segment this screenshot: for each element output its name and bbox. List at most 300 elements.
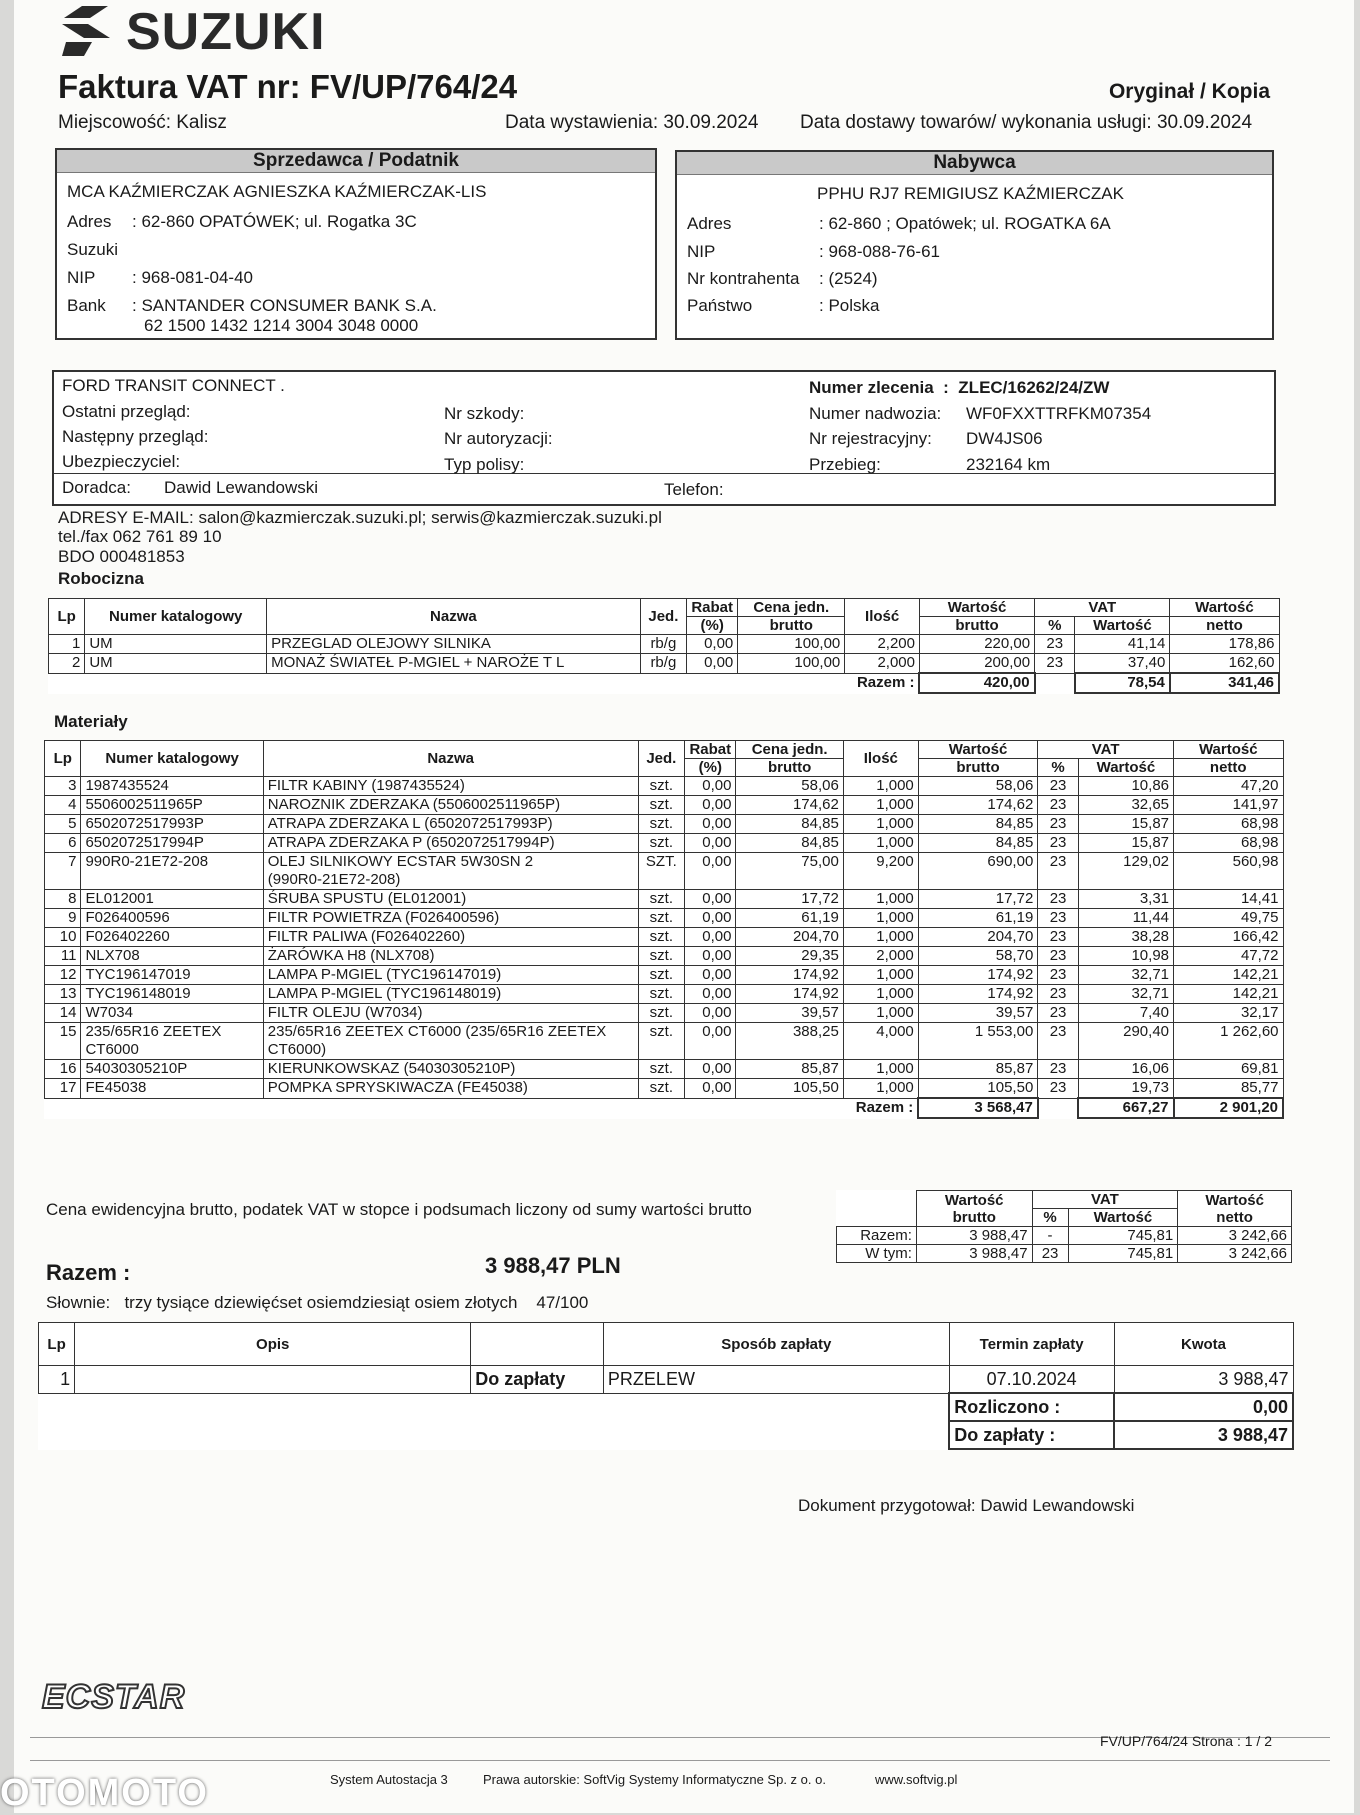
- materials-lp: 15: [45, 1023, 81, 1060]
- materials-lp: 13: [45, 985, 81, 1004]
- materials-row: [45, 1023, 1284, 1060]
- summary-total: 3 988,47 PLN: [485, 1253, 621, 1278]
- materials-price: 17,72: [736, 890, 843, 909]
- vat-summary-pct: -: [1032, 1227, 1068, 1245]
- materials-qty: 1,000: [843, 777, 918, 796]
- vat-summary-gross: 3 988,47: [916, 1227, 1032, 1245]
- payment-table: [38, 1322, 1294, 1450]
- labor-gross: 200,00: [919, 654, 1034, 674]
- seller-box: Sprzedawca / Podatnik MCA KAŹMIERCZAK AGNIESZKA KAŹMIERCZAK-LIS Adres : 62-860 OPATÓWEK; ul. Rogatka 3C Suzuki NIP : 968-081-04-40 Bank : SANTANDER CONSUMER BANK S.A. 62 1500 1432 1214 3004 3048 0000: [55, 148, 657, 340]
- contact-emails: ADRESY E-MAIL: salon@kazmierczak.suzuki.pl; serwis@kazmierczak.suzuki.pl: [58, 508, 662, 527]
- materials-unit: szt.: [638, 966, 685, 985]
- materials-net: 68,98: [1174, 834, 1283, 853]
- logo-text: SUZUKI: [126, 3, 326, 61]
- materials-name: 235/65R16 ZEETEX CT6000 (235/65R16 ZEETEX CT6000): [263, 1023, 638, 1060]
- materials-gross: 174,92: [918, 966, 1038, 985]
- materials-net: 47,20: [1174, 777, 1283, 796]
- auth-no: Nr autoryzacji:: [444, 429, 553, 448]
- materials-disc: 0,00: [685, 1004, 736, 1023]
- materials-unit: szt.: [638, 985, 685, 1004]
- materials-price: 84,85: [736, 815, 843, 834]
- seller-name: MCA KAŹMIERCZAK AGNIESZKA KAŹMIERCZAK-LIS: [67, 182, 487, 201]
- materials-unit: szt.: [638, 1004, 685, 1023]
- materials-name: FILTR KABINY (1987435524): [263, 777, 638, 796]
- sum-h-vat: VAT: [1032, 1191, 1178, 1209]
- labor-row: [49, 654, 1280, 674]
- order-label: Numer zlecenia: [809, 378, 934, 397]
- col-vat: VAT: [1038, 741, 1174, 759]
- sum-h-pct: %: [1032, 1209, 1068, 1227]
- col-name: Nazwa: [263, 741, 638, 777]
- footer-url: www.softvig.pl: [875, 1772, 958, 1787]
- materials-row: [45, 853, 1284, 890]
- materials-vat: 129,02: [1078, 853, 1173, 890]
- labor-vat: 41,14: [1075, 635, 1170, 654]
- settled: 0,00: [1114, 1393, 1293, 1421]
- labor-price: 100,00: [738, 654, 845, 674]
- page-number: FV/UP/764/24 Strona : 1 / 2: [1100, 1733, 1272, 1749]
- materials-name: LAMPA P-MGIEL (TYC196147019): [263, 966, 638, 985]
- mileage: 232164 km: [966, 455, 1051, 474]
- vat-summary-row: [837, 1245, 1292, 1263]
- col-discount: Rabat: [685, 741, 736, 759]
- suzuki-s-logo-icon: [58, 6, 114, 58]
- col-net2: netto: [1174, 759, 1283, 777]
- materials-disc: 0,00: [685, 966, 736, 985]
- materials-pct: 23: [1038, 1060, 1079, 1079]
- materials-vat: 32,65: [1078, 796, 1173, 815]
- col-gross: Wartość: [919, 599, 1034, 617]
- materials-lp: 9: [45, 909, 81, 928]
- materials-unit: szt.: [638, 947, 685, 966]
- col-cat: Numer katalogowy: [85, 599, 267, 635]
- materials-qty: 4,000: [843, 1023, 918, 1060]
- materials-disc: 0,00: [685, 1079, 736, 1099]
- materials-row: [45, 777, 1284, 796]
- materials-pct: 23: [1038, 1023, 1079, 1060]
- col-discount: Rabat: [687, 599, 738, 617]
- labor-disc: 0,00: [687, 635, 738, 654]
- materials-heading: Materiały: [54, 712, 128, 731]
- vat-summary-net: 3 242,66: [1178, 1227, 1292, 1245]
- vat-summary-label: W tym:: [837, 1245, 917, 1263]
- materials-name: ATRAPA ZDERZAKA L (6502072517993P): [263, 815, 638, 834]
- materials-vat: 290,40: [1078, 1023, 1173, 1060]
- vat-summary-table: [836, 1190, 1292, 1263]
- materials-lp: 16: [45, 1060, 81, 1079]
- materials-cat: TYC196148019: [81, 985, 263, 1004]
- materials-pct: 23: [1038, 909, 1079, 928]
- materials-disc: 0,00: [685, 985, 736, 1004]
- vehicle-box: FORD TRANSIT CONNECT . Ostatni przegląd: Następny przegląd: Ubezpieczyciel: Doradca: Dawid Lewandowski Nr szkody: Nr autoryzacji: Typ polisy: Telefon: Numer zlecenia : ZLEC/16262/24/ZW Numer nadwozia: WF0FXXTTRFKM07354 Nr rejestracyjny: DW4JS06 Przebieg: 232164 km: [52, 370, 1276, 506]
- materials-disc: 0,00: [685, 1060, 736, 1079]
- materials-row: [45, 834, 1284, 853]
- materials-vat: 10,86: [1078, 777, 1173, 796]
- vin: WF0FXXTTRFKM07354: [966, 404, 1152, 423]
- last-inspection: Ostatni przegląd:: [62, 402, 191, 421]
- delivery-date: Data dostawy towarów/ wykonania usługi: 30.09.2024: [800, 112, 1253, 133]
- seller-heading: Sprzedawca / Podatnik: [57, 150, 655, 173]
- materials-lp: 17: [45, 1079, 81, 1099]
- col-net: Wartość: [1174, 741, 1283, 759]
- col-name: Nazwa: [267, 599, 641, 635]
- materials-unit: szt.: [638, 834, 685, 853]
- col-cat: Numer katalogowy: [81, 741, 263, 777]
- materials-pct: 23: [1038, 777, 1079, 796]
- materials-disc: 0,00: [685, 777, 736, 796]
- materials-net: 32,17: [1174, 1004, 1283, 1023]
- materials-pct: 23: [1038, 928, 1079, 947]
- labor-name: MONAŻ ŚWIATEŁ P-MGIEL + NAROŻE T L: [267, 654, 641, 674]
- materials-lp: 8: [45, 890, 81, 909]
- materials-row: [45, 947, 1284, 966]
- contact-bdo: BDO 000481853: [58, 547, 185, 566]
- buyer-country-label: Państwo: [687, 296, 753, 315]
- col-gross2: brutto: [919, 617, 1034, 635]
- col-discount-pct: (%): [685, 759, 736, 777]
- contact-phone: tel./fax 062 761 89 10: [58, 527, 222, 546]
- materials-price: 58,06: [736, 777, 843, 796]
- materials-net: 14,41: [1174, 890, 1283, 909]
- materials-row: [45, 1079, 1284, 1099]
- materials-qty: 1,000: [843, 985, 918, 1004]
- materials-total-vat: 667,27: [1078, 1098, 1173, 1118]
- materials-unit: szt.: [638, 815, 685, 834]
- materials-gross: 204,70: [918, 928, 1038, 947]
- buyer-contractor-label: Nr kontrahenta: [687, 269, 800, 288]
- materials-cat: NLX708: [81, 947, 263, 966]
- materials-pct: 23: [1038, 947, 1079, 966]
- materials-pct: 23: [1038, 853, 1079, 890]
- labor-name: PRZEGLAD OLEJOWY SILNIKA: [267, 635, 641, 654]
- materials-qty: 1,000: [843, 1004, 918, 1023]
- fraction: 47/100: [536, 1293, 589, 1312]
- materials-qty: 1,000: [843, 909, 918, 928]
- labor-disc: 0,00: [687, 654, 738, 674]
- materials-gross: 39,57: [918, 1004, 1038, 1023]
- materials-net: 85,77: [1174, 1079, 1283, 1099]
- pay-h-due: Termin zapłaty: [949, 1323, 1114, 1366]
- words-label: Słownie:: [46, 1293, 111, 1312]
- col-vat-val: Wartość: [1075, 617, 1170, 635]
- materials-qty: 1,000: [843, 890, 918, 909]
- advisor: Dawid Lewandowski: [164, 478, 319, 497]
- materials-cat: F026402260: [81, 928, 263, 947]
- labor-vat: 37,40: [1075, 654, 1170, 674]
- labor-lp: 1: [49, 635, 85, 654]
- materials-lp: 3: [45, 777, 81, 796]
- vin-label: Numer nadwozia:: [809, 404, 942, 423]
- materials-price: 84,85: [736, 834, 843, 853]
- pay-h-lp: Lp: [39, 1323, 75, 1366]
- materials-net: 142,21: [1174, 985, 1283, 1004]
- materials-cat: W7034: [81, 1004, 263, 1023]
- materials-name: KIERUNKOWSKAZ (54030305210P): [263, 1060, 638, 1079]
- materials-row: [45, 796, 1284, 815]
- sum-h-gross: Wartość: [944, 1191, 1004, 1209]
- materials-lp: 7: [45, 853, 81, 890]
- otomoto-watermark: OTOMOTO: [0, 1772, 209, 1814]
- materials-gross: 174,92: [918, 985, 1038, 1004]
- materials-vat: 32,71: [1078, 985, 1173, 1004]
- materials-unit: SZT.: [638, 853, 685, 890]
- materials-vat: 15,87: [1078, 815, 1173, 834]
- materials-gross: 84,85: [918, 815, 1038, 834]
- prepared-by: Dokument przygotował: Dawid Lewandowski: [798, 1496, 1135, 1515]
- phone-label: Telefon:: [664, 480, 724, 499]
- pay-to-pay-label: Do zapłaty: [471, 1366, 604, 1394]
- materials-price: 29,35: [736, 947, 843, 966]
- col-qty: Ilość: [843, 741, 918, 777]
- materials-price: 388,25: [736, 1023, 843, 1060]
- labor-total-vat: 78,54: [1075, 673, 1170, 693]
- materials-gross: 58,70: [918, 947, 1038, 966]
- buyer-nip: 968-088-76-61: [828, 242, 940, 261]
- materials-net: 1 262,60: [1174, 1023, 1283, 1060]
- labor-price: 100,00: [738, 635, 845, 654]
- materials-net: 68,98: [1174, 815, 1283, 834]
- vat-summary-net: 3 242,66: [1178, 1245, 1292, 1263]
- materials-vat: 3,31: [1078, 890, 1173, 909]
- labor-net: 178,86: [1170, 635, 1279, 654]
- col-unit: Jed.: [638, 741, 685, 777]
- col-pct: %: [1035, 617, 1075, 635]
- labor-cat: UM: [85, 654, 267, 674]
- materials-disc: 0,00: [685, 928, 736, 947]
- seller-account: 62 1500 1432 1214 3004 3048 0000: [144, 316, 419, 335]
- materials-net: 141,97: [1174, 796, 1283, 815]
- materials-name: POMPKA SPRYSKIWACZA (FE45038): [263, 1079, 638, 1099]
- materials-name: OLEJ SILNIKOWY ECSTAR 5W30SN 2 (990R0-21E72-208): [263, 853, 638, 890]
- sum-h-vat-val: Wartość: [1068, 1209, 1178, 1227]
- materials-net: 47,72: [1174, 947, 1283, 966]
- materials-price: 174,92: [736, 985, 843, 1004]
- materials-price: 61,19: [736, 909, 843, 928]
- materials-name: ŻARÓWKA H8 (NLX708): [263, 947, 638, 966]
- materials-cat: F026400596: [81, 909, 263, 928]
- labor-qty: 2,200: [845, 635, 920, 654]
- materials-net: 49,75: [1174, 909, 1283, 928]
- materials-lp: 6: [45, 834, 81, 853]
- materials-disc: 0,00: [685, 1023, 736, 1060]
- vat-summary-vat: 745,81: [1068, 1245, 1178, 1263]
- materials-price: 75,00: [736, 853, 843, 890]
- col-price: Cena jedn.: [736, 741, 843, 759]
- issue-date: Data wystawienia: 30.09.2024: [505, 112, 759, 133]
- materials-total-gross: 3 568,47: [918, 1098, 1038, 1118]
- seller-nip: 968-081-04-40: [141, 268, 253, 287]
- seller-brand: Suzuki: [67, 240, 119, 259]
- damage-no: Nr szkody:: [444, 404, 525, 423]
- sum-h-net: Wartość: [1205, 1191, 1264, 1209]
- materials-gross: 17,72: [918, 890, 1038, 909]
- materials-disc: 0,00: [685, 947, 736, 966]
- materials-disc: 0,00: [685, 815, 736, 834]
- materials-price: 105,50: [736, 1079, 843, 1099]
- materials-name: ŚRUBA SPUSTU (EL012001): [263, 890, 638, 909]
- materials-pct: 23: [1038, 985, 1079, 1004]
- pay-h-desc: Opis: [75, 1323, 471, 1366]
- materials-cat: 6502072517993P: [81, 815, 263, 834]
- materials-disc: 0,00: [685, 853, 736, 890]
- seller-nip-label: NIP: [67, 268, 96, 287]
- materials-unit: szt.: [638, 909, 685, 928]
- materials-lp: 14: [45, 1004, 81, 1023]
- pay-lp: 1: [39, 1366, 75, 1394]
- seller-address-label: Adres: [67, 212, 112, 231]
- pay-method: PRZELEW: [603, 1366, 949, 1394]
- seller-bank: SANTANDER CONSUMER BANK S.A.: [141, 296, 437, 315]
- materials-gross: 1 553,00: [918, 1023, 1038, 1060]
- materials-qty: 1,000: [843, 834, 918, 853]
- materials-row: [45, 815, 1284, 834]
- materials-gross: 690,00: [918, 853, 1038, 890]
- materials-pct: 23: [1038, 966, 1079, 985]
- vat-summary-vat: 745,81: [1068, 1227, 1178, 1245]
- materials-qty: 1,000: [843, 1060, 918, 1079]
- col-lp: Lp: [49, 599, 85, 635]
- materials-name: LAMPA P-MGIEL (TYC196148019): [263, 985, 638, 1004]
- insurer: Ubezpieczyciel:: [62, 452, 181, 471]
- settled-label: Rozliczono :: [949, 1393, 1114, 1421]
- materials-pct: 23: [1038, 815, 1079, 834]
- ecstar-logo: ECSTAR: [42, 1678, 186, 1716]
- materials-row: [45, 966, 1284, 985]
- col-discount-pct: (%): [687, 617, 738, 635]
- col-price2: brutto: [738, 617, 845, 635]
- materials-gross: 58,06: [918, 777, 1038, 796]
- original-copy: Oryginał / Kopia: [1108, 80, 1270, 103]
- labor-unit: rb/g: [640, 635, 686, 654]
- materials-cat: EL012001: [81, 890, 263, 909]
- materials-unit: szt.: [638, 1060, 685, 1079]
- materials-qty: 1,000: [843, 966, 918, 985]
- materials-unit: szt.: [638, 1023, 685, 1060]
- materials-name: FILTR OLEJU (W7034): [263, 1004, 638, 1023]
- materials-vat: 10,98: [1078, 947, 1173, 966]
- materials-name: NAROZNIK ZDERZAKA (5506002511965P): [263, 796, 638, 815]
- vehicle-model: FORD TRANSIT CONNECT .: [62, 376, 285, 395]
- sum-h-gross2: brutto: [952, 1208, 996, 1226]
- summary-total-label: Razem :: [46, 1260, 131, 1285]
- materials-pct: 23: [1038, 796, 1079, 815]
- materials-net: 142,21: [1174, 966, 1283, 985]
- materials-lp: 11: [45, 947, 81, 966]
- materials-row: [45, 928, 1284, 947]
- invoice-title: Faktura VAT nr: FV/UP/764/24: [58, 68, 518, 105]
- buyer-contractor: (2524): [828, 269, 878, 288]
- amount-in-words: trzy tysiące dziewięćset osiemdziesiąt osiem złotych: [124, 1293, 518, 1312]
- labor-qty: 2,000: [845, 654, 920, 674]
- materials-cat: 54030305210P: [81, 1060, 263, 1079]
- materials-price: 39,57: [736, 1004, 843, 1023]
- labor-pct: 23: [1035, 654, 1075, 674]
- buyer-name: PPHU RJ7 REMIGIUSZ KAŹMIERCZAK: [817, 184, 1124, 203]
- suzuki-logo: [58, 3, 326, 61]
- col-gross: Wartość: [918, 741, 1038, 759]
- labor-cat: UM: [85, 635, 267, 654]
- materials-lp: 10: [45, 928, 81, 947]
- materials-cat: 990R0-21E72-208: [81, 853, 263, 890]
- materials-row: [45, 890, 1284, 909]
- materials-row: [45, 1060, 1284, 1079]
- materials-cat: FE45038: [81, 1079, 263, 1099]
- materials-pct: 23: [1038, 1004, 1079, 1023]
- col-price2: brutto: [736, 759, 843, 777]
- materials-row: [45, 909, 1284, 928]
- col-gross2: brutto: [918, 759, 1038, 777]
- labor-gross: 220,00: [919, 635, 1034, 654]
- materials-price: 174,62: [736, 796, 843, 815]
- materials-net: 166,42: [1174, 928, 1283, 947]
- buyer-address: 62-860 ; Opatówek; ul. ROGATKA 6A: [828, 214, 1111, 233]
- buyer-box: Nabywca PPHU RJ7 REMIGIUSZ KAŹMIERCZAK Adres : 62-860 ; Opatówek; ul. ROGATKA 6A NIP : 968-088-76-61 Nr kontrahenta : (2524) Państwo : Polska: [675, 150, 1274, 340]
- col-net: Wartość: [1170, 599, 1279, 617]
- materials-price: 85,87: [736, 1060, 843, 1079]
- materials-cat: 5506002511965P: [81, 796, 263, 815]
- materials-price: 204,70: [736, 928, 843, 947]
- pay-due: 07.10.2024: [949, 1366, 1114, 1394]
- seller-address: 62-860 OPATÓWEK; ul. Rogatka 3C: [141, 212, 417, 231]
- materials-qty: 1,000: [843, 815, 918, 834]
- footer-system: System Autostacja 3: [330, 1772, 448, 1787]
- materials-qty: 1,000: [843, 1079, 918, 1099]
- materials-gross: 105,50: [918, 1079, 1038, 1099]
- materials-gross: 61,19: [918, 909, 1038, 928]
- materials-lp: 5: [45, 815, 81, 834]
- materials-unit: szt.: [638, 796, 685, 815]
- materials-lp: 12: [45, 966, 81, 985]
- materials-unit: szt.: [638, 890, 685, 909]
- labor-total-gross: 420,00: [919, 673, 1034, 693]
- materials-vat: 38,28: [1078, 928, 1173, 947]
- materials-qty: 1,000: [843, 796, 918, 815]
- materials-disc: 0,00: [685, 834, 736, 853]
- reg: DW4JS06: [966, 429, 1043, 448]
- materials-vat: 32,71: [1078, 966, 1173, 985]
- materials-vat: 16,06: [1078, 1060, 1173, 1079]
- materials-price: 174,92: [736, 966, 843, 985]
- materials-total-net: 2 901,20: [1174, 1098, 1283, 1118]
- materials-name: ATRAPA ZDERZAKA P (6502072517994P): [263, 834, 638, 853]
- labor-lp: 2: [49, 654, 85, 674]
- materials-name: FILTR POWIETRZA (F026400596): [263, 909, 638, 928]
- vat-summary-label: Razem:: [837, 1227, 917, 1245]
- col-net2: netto: [1170, 617, 1279, 635]
- col-vat: VAT: [1035, 599, 1170, 617]
- col-lp: Lp: [45, 741, 81, 777]
- materials-qty: 2,000: [843, 947, 918, 966]
- materials-table: [44, 740, 1284, 1119]
- labor-pct: 23: [1035, 635, 1075, 654]
- materials-cat: 6502072517994P: [81, 834, 263, 853]
- labor-net: 162,60: [1170, 654, 1279, 674]
- pay-h-amount: Kwota: [1114, 1323, 1293, 1366]
- policy-type: Typ polisy:: [444, 455, 525, 474]
- materials-gross: 174,62: [918, 796, 1038, 815]
- vat-summary-row: [837, 1227, 1292, 1245]
- order-number: ZLEC/16262/24/ZW: [958, 378, 1110, 397]
- reg-label: Nr rejestracyjny:: [809, 429, 932, 448]
- footer-copyright: Prawa autorskie: SoftVig Systemy Informatyczne Sp. z o. o.: [483, 1772, 826, 1787]
- buyer-heading: Nabywca: [677, 152, 1272, 175]
- materials-disc: 0,00: [685, 796, 736, 815]
- materials-unit: szt.: [638, 1079, 685, 1099]
- vat-summary-gross: 3 988,47: [916, 1245, 1032, 1263]
- col-unit: Jed.: [640, 599, 686, 635]
- materials-total-label: Razem :: [855, 1099, 914, 1117]
- labor-row: [49, 635, 1280, 654]
